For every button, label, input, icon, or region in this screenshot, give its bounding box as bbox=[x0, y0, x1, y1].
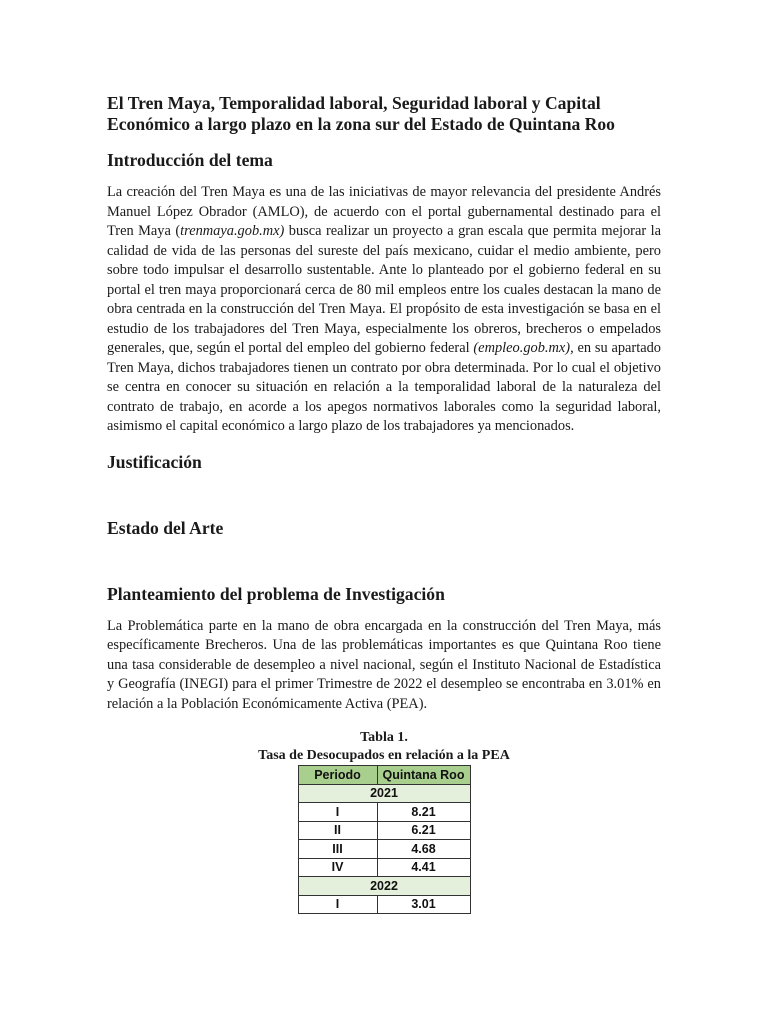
document-page bbox=[107, 93, 661, 914]
header-quintana-roo: Quintana Roo bbox=[377, 766, 470, 785]
intro-text-a: La creación del Tren Maya es una de las iniciativas de mayor relevancia del presidente Andrés Manuel López Obrador (AMLO), de acuerdo con el portal gubernamental destinado para el Tren Maya ( bbox=[107, 184, 661, 239]
year-row-2021 bbox=[298, 784, 470, 803]
heading-planteamiento: Planteamiento del problema de Investigación bbox=[107, 583, 445, 604]
table-row bbox=[298, 858, 470, 877]
planteamiento-paragraph: La Problemática parte en la mano de obra encargada en la construcción del Tren Maya, más específicamente Brecheros. Una de las problemáticas importantes es que Quintana Roo tiene una tasa considerable de desempleo a nivel nacional, según el Instituto Nacional de Estadística y Geografía (INEGI) para el primer Trimestre de 2022 el desempleo se encontraba en 3.01% en relación a la Población Económicamente Activa (PEA). bbox=[107, 617, 661, 712]
table-label: Tabla 1. bbox=[360, 730, 408, 745]
year-2021: 2021 bbox=[298, 784, 470, 803]
table-caption: Tasa de Desocupados en relación a la PEA bbox=[258, 748, 510, 763]
value-cell: 6.21 bbox=[377, 821, 470, 840]
empleo-link: (empleo.gob.mx), bbox=[473, 340, 574, 356]
year-2022: 2022 bbox=[298, 877, 470, 896]
value-cell: 4.68 bbox=[377, 840, 470, 859]
period-cell: I bbox=[298, 895, 377, 914]
period-cell: IV bbox=[298, 858, 377, 877]
period-cell: III bbox=[298, 840, 377, 859]
value-cell: 3.01 bbox=[377, 895, 470, 914]
table-row bbox=[298, 840, 470, 859]
heading-justificacion: Justificación bbox=[107, 451, 202, 472]
value-cell: 8.21 bbox=[377, 803, 470, 822]
period-cell: II bbox=[298, 821, 377, 840]
intro-paragraph bbox=[107, 183, 661, 437]
heading-estado-del-arte: Estado del Arte bbox=[107, 517, 224, 538]
year-row-2022 bbox=[298, 877, 470, 896]
table-row bbox=[298, 895, 470, 914]
table-block bbox=[107, 729, 661, 914]
heading-introduccion: Introducción del tema bbox=[107, 150, 273, 170]
table-row bbox=[298, 803, 470, 822]
header-periodo: Periodo bbox=[298, 766, 377, 785]
intro-text-b: busca realizar un proyecto a gran escala que permita mejorar la calidad de vida de las personas del sureste del país mexicano, cuidar el medio ambiente, pero sobre todo impulsar el desarrollo sustentable. Ante lo planteado por el gobierno federal en su portal el tren maya proporcionará cerca de 80 mil empleos entre los cuales destacan la mano de obra centrada en la construcción del Tren Maya. El propósito de esta investigación se basa en el estudio de los trabajadores del Tren Maya, especialmente los obreros, brecheros o empelados generales, que, según el portal del empleo del gobierno federal bbox=[107, 223, 661, 356]
trenmaya-link: trenmaya.gob.mx) bbox=[180, 223, 285, 239]
intro-text-c: en su apartado Tren Maya, dichos trabajadores tienen un contrato por obra determinada. Por lo cual el objetivo se centra en conocer su situación en relación a la temporalidad laboral de la naturaleza del contrato de trabajo, en acorde a los apegos normativos laborales como la seguridad laboral, asimismo el capital económico a largo plazo de los trabajadores ya mencionados. bbox=[107, 340, 662, 434]
table-header-row bbox=[298, 766, 470, 785]
document-title: El Tren Maya, Temporalidad laboral, Seguridad laboral y Capital Económico a largo plazo en la zona sur del Estado de Quintana Roo bbox=[107, 93, 615, 134]
table-row bbox=[298, 821, 470, 840]
value-cell: 4.41 bbox=[377, 858, 470, 877]
period-cell: I bbox=[298, 803, 377, 822]
unemployment-table bbox=[298, 765, 471, 914]
